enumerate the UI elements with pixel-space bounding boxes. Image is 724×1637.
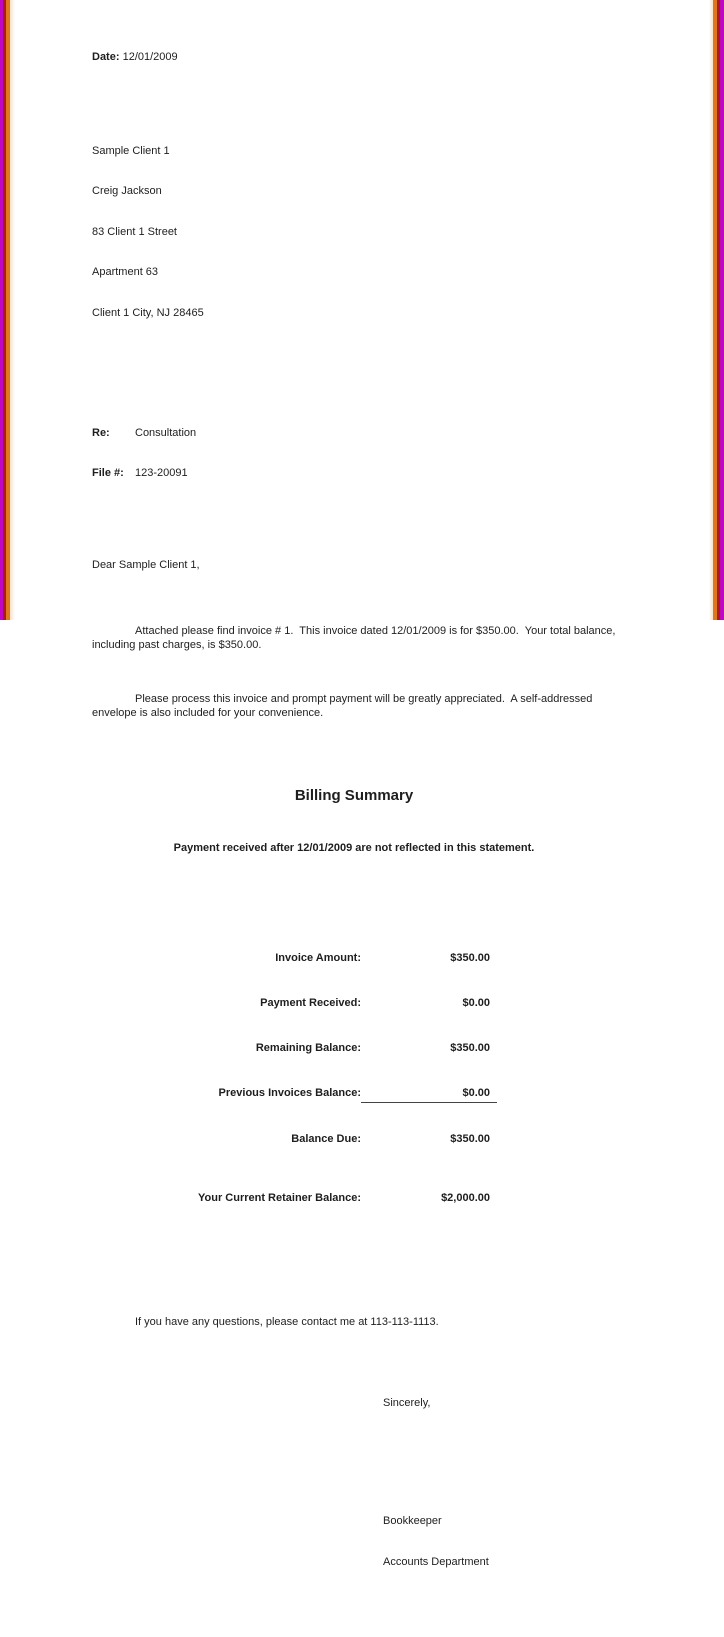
recipient-line: 83 Client 1 Street	[92, 225, 177, 238]
date-value: 12/01/2009	[122, 50, 178, 63]
recipient-line: Creig Jackson	[92, 185, 162, 197]
recipient-line: Client 1 City, NJ 28465	[92, 306, 204, 319]
recipient-line: Sample Client 1	[92, 144, 170, 157]
row-label: Your Current Retainer Balance:	[197, 1191, 361, 1204]
signature-line: Bookkeeper	[383, 1515, 442, 1527]
date-label: Date:	[92, 50, 120, 63]
table-row	[92, 1084, 497, 1103]
table-row	[92, 1039, 497, 1057]
re-value: Consultation	[135, 426, 197, 439]
recipient-address-block	[92, 118, 616, 348]
letter-content	[92, 10, 619, 1637]
row-label: Payment Received:	[260, 996, 361, 1009]
file-number-value: 123-20091	[135, 467, 188, 479]
row-amount: $0.00	[361, 1084, 497, 1103]
re-line	[92, 427, 616, 441]
body-paragraph: Please process this invoice and prompt payment will be greatly appreciated. A self-addressed envelope is also included for your convenience.	[92, 693, 596, 719]
billing-summary-table	[92, 922, 497, 1234]
row-label: Invoice Amount:	[275, 951, 361, 964]
table-row	[92, 1130, 497, 1148]
closing: Sincerely,	[383, 1397, 431, 1409]
file-number-label: File #:	[92, 467, 124, 479]
row-label: Remaining Balance:	[255, 1041, 361, 1054]
signature-block	[92, 1488, 616, 1596]
body-paragraph: Attached please find invoice # 1. This invoice dated 12/01/2009 is for $350.00. Your total balance, including past charges, is $350.00.	[92, 625, 619, 651]
retainer-balance-row	[92, 1189, 497, 1207]
row-amount: $0.00	[462, 996, 490, 1009]
row-amount: $350.00	[450, 951, 490, 964]
billing-summary-title: Billing Summary	[294, 786, 414, 804]
row-amount: $2,000.00	[441, 1191, 490, 1204]
right-border-stripe	[709, 0, 724, 620]
billing-summary-notice: Payment received after 12/01/2009 are not reflected in this statement.	[173, 841, 535, 854]
contact-line: If you have any questions, please contact me at 113-113-1113.	[135, 1316, 439, 1328]
salutation: Dear Sample Client 1,	[92, 559, 200, 571]
row-label: Previous Invoices Balance:	[218, 1086, 361, 1099]
reference-block	[92, 400, 616, 508]
row-amount: $350.00	[450, 1132, 490, 1145]
row-amount: $350.00	[450, 1041, 490, 1054]
recipient-line: Apartment 63	[92, 266, 159, 278]
table-row	[92, 949, 497, 967]
file-number-line	[92, 467, 616, 481]
signature-line: Accounts Department	[383, 1555, 489, 1568]
date-line	[92, 51, 616, 65]
table-row	[92, 994, 497, 1012]
left-border-stripe	[0, 0, 15, 620]
row-label: Balance Due:	[291, 1132, 361, 1145]
re-label: Re:	[92, 426, 110, 439]
